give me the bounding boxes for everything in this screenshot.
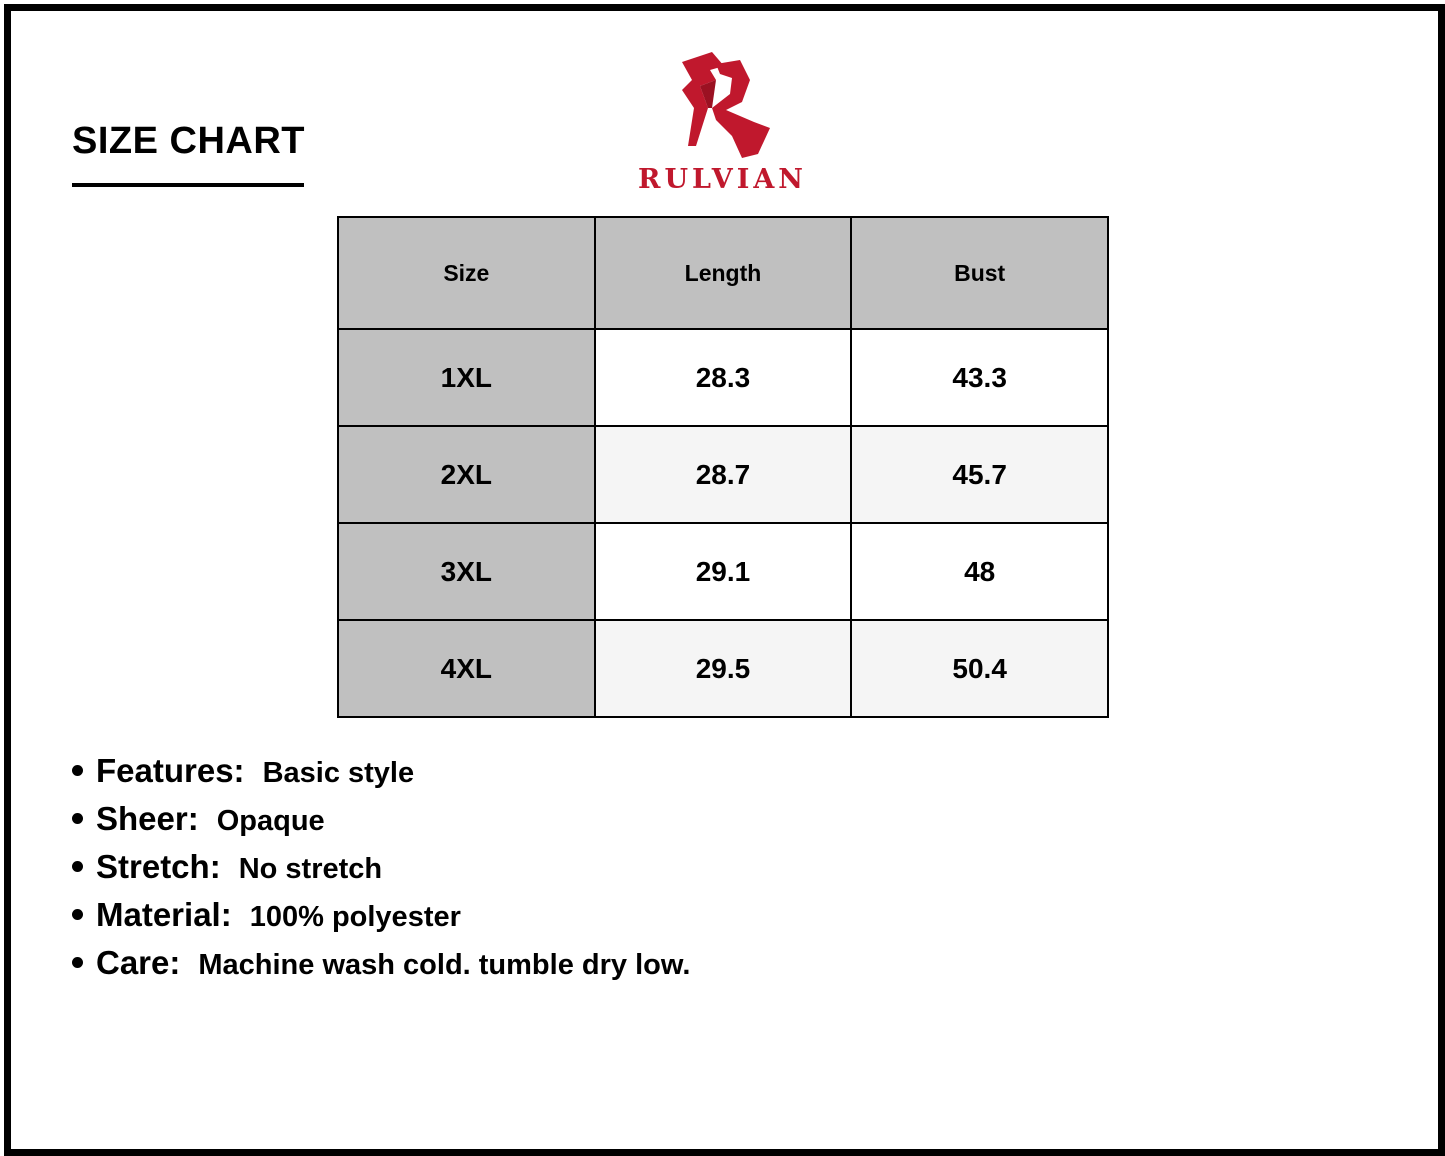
feature-label: Sheer:	[96, 800, 199, 837]
bullet-icon	[72, 957, 83, 968]
length-cell: 28.7	[595, 426, 852, 523]
list-item	[72, 848, 690, 896]
r-monogram-icon	[672, 50, 772, 160]
list-item	[72, 896, 690, 944]
bullet-icon	[72, 765, 83, 776]
header-size: Size	[338, 217, 595, 329]
size-cell: 3XL	[338, 523, 595, 620]
bust-cell: 43.3	[851, 329, 1108, 426]
size-cell: 4XL	[338, 620, 595, 717]
feature-value: Opaque	[216, 805, 325, 837]
feature-label: Features:	[96, 752, 245, 789]
feature-value: No stretch	[238, 853, 383, 885]
feature-label: Material:	[96, 896, 232, 933]
size-table	[337, 216, 1109, 718]
bust-cell: 48	[851, 523, 1108, 620]
feature-value: Machine wash cold. tumble dry low.	[198, 949, 691, 981]
length-cell: 28.3	[595, 329, 852, 426]
feature-list	[72, 752, 690, 992]
header-bust: Bust	[851, 217, 1108, 329]
feature-value: 100% polyester	[249, 901, 461, 933]
size-cell: 1XL	[338, 329, 595, 426]
bullet-icon	[72, 861, 83, 872]
title-underline	[72, 183, 304, 187]
table-header-row	[338, 217, 1108, 329]
size-cell: 2XL	[338, 426, 595, 523]
length-cell: 29.1	[595, 523, 852, 620]
length-cell: 29.5	[595, 620, 852, 717]
table-row	[338, 523, 1108, 620]
page-title: SIZE CHART	[72, 120, 305, 162]
list-item	[72, 800, 690, 848]
bullet-icon	[72, 909, 83, 920]
table-row	[338, 620, 1108, 717]
table-row	[338, 329, 1108, 426]
list-item	[72, 752, 690, 800]
bullet-icon	[72, 813, 83, 824]
feature-value: Basic style	[262, 757, 415, 789]
table-row	[338, 426, 1108, 523]
list-item	[72, 944, 690, 992]
feature-label: Care:	[96, 944, 181, 981]
brand-name: RULVIAN	[638, 164, 807, 195]
bust-cell: 45.7	[851, 426, 1108, 523]
brand-logo	[620, 50, 825, 200]
feature-label: Stretch:	[96, 848, 221, 885]
header-length: Length	[595, 217, 852, 329]
bust-cell: 50.4	[851, 620, 1108, 717]
